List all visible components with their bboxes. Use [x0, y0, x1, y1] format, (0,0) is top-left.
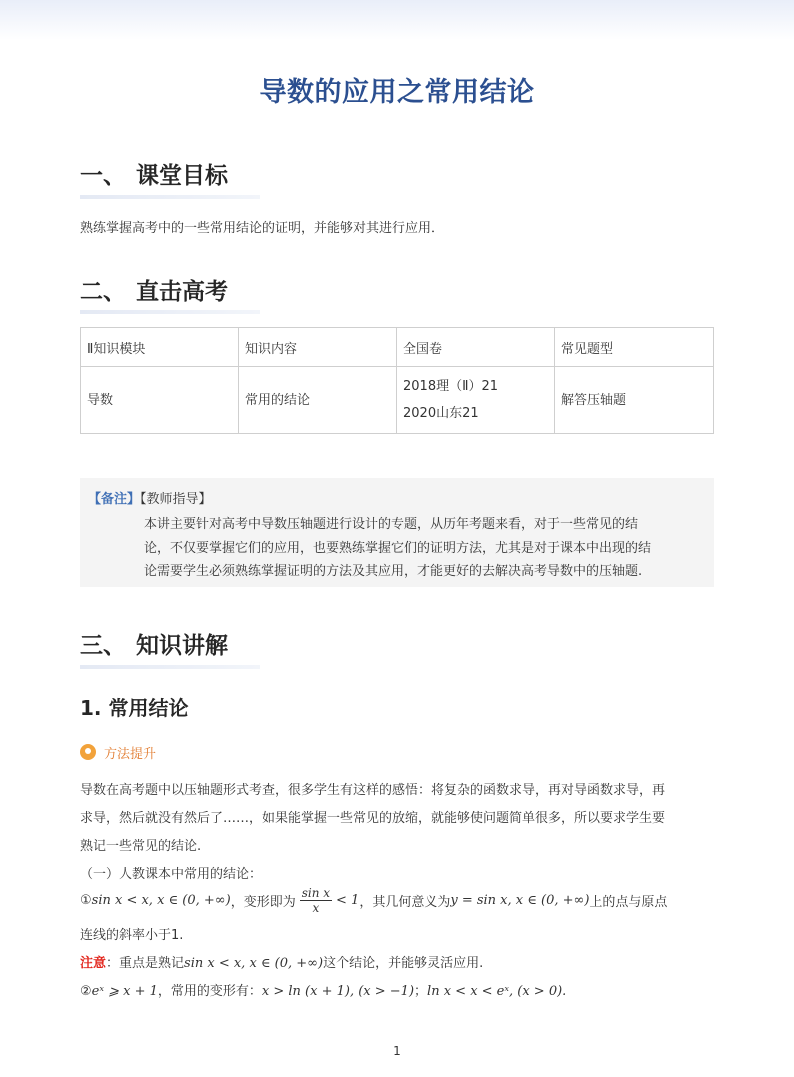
note-header [88, 488, 212, 507]
method-label [80, 742, 156, 762]
math-expression: eˣ ⩾ x + 1 [91, 984, 158, 999]
page-number: 1 [393, 1044, 401, 1058]
exam-line: 2018理（Ⅱ）21 [403, 379, 499, 394]
section-title: 课堂目标 [136, 163, 228, 189]
item-marker: ② [80, 984, 92, 999]
item-text: ； [414, 984, 428, 999]
section-title: 知识讲解 [136, 633, 228, 659]
body-paragraph: （一）人教课本中常用的结论： [80, 867, 263, 882]
header-band [0, 0, 794, 40]
note-line: 本讲主要针对高考中导数压轴题进行设计的专题，从历年考题来看，对于一些常见的结 [144, 517, 639, 532]
body-paragraph: 求导，然后就没有然后了……，如果能掌握一些常见的放缩，就能够使问题简单很多，所以要求学生要 [80, 811, 666, 826]
conclusion-item-2 [80, 980, 566, 999]
item-text: ，变形即为 [230, 894, 296, 910]
section-number: 一、 [80, 163, 126, 189]
table-header-cell: Ⅱ知识模块 [81, 328, 239, 367]
body-paragraph: 连线的斜率小于1. [80, 928, 184, 943]
fraction [300, 886, 332, 915]
note-line: 论需要学生必须熟练掌握证明的方法及其应用，才能更好的去解决高考导数中的压轴题. [144, 564, 643, 579]
section-heading-3 [80, 627, 228, 660]
table-header-cell: 全国卷 [397, 328, 555, 367]
subsection-title: 1. 常用结论 [80, 696, 189, 720]
note-label: 注意 [80, 956, 107, 971]
fraction-denominator: x [312, 900, 320, 915]
goal-text: 熟练掌握高考中的一些常用结论的证明，并能够对其进行应用． [80, 221, 445, 236]
note-paragraph [80, 952, 483, 971]
section-title: 直击高考 [136, 279, 228, 305]
math-expression: ln x < x < eˣ, (x > 0). [427, 984, 567, 999]
table-cell-module: 导数 [81, 367, 239, 434]
math-expression: sin x < x, x ∈ (0, +∞) [91, 892, 231, 908]
table-header-row [81, 328, 714, 367]
item-marker: ① [80, 892, 92, 908]
exam-table [80, 327, 714, 434]
exam-line: 2020山东21 [403, 406, 479, 421]
method-text: 方法提升 [104, 746, 157, 762]
body-paragraph: 导数在高考题中以压轴题形式考查，很多学生有这样的感悟：将复杂的函数求导，再对导函数求导，再 [80, 783, 666, 798]
table-cell-type: 解答压轴题 [555, 367, 714, 434]
item-text: ，其几何意义为 [359, 894, 451, 910]
section-number: 二、 [80, 279, 126, 305]
lightbulb-icon [80, 744, 96, 760]
note-text: ：重点是熟记 [106, 956, 185, 971]
table-cell-exam [397, 367, 555, 434]
table-header-cell: 常见题型 [555, 328, 714, 367]
conclusion-item-1 [80, 882, 667, 918]
note-tag: 【备注】 [88, 492, 141, 507]
heading-underline [80, 195, 260, 199]
item-text: 上的点与原点 [589, 894, 668, 910]
table-header-cell: 知识内容 [239, 328, 397, 367]
heading-underline [80, 665, 260, 669]
section-heading-1 [80, 157, 228, 190]
table-cell-content: 常用的结论 [239, 367, 397, 434]
math-expression: y = sin x, x ∈ (0, +∞) [450, 892, 590, 908]
table-row [81, 367, 714, 434]
fraction-numerator: sin x [301, 885, 331, 900]
body-paragraph: 熟记一些常见的结论. [80, 839, 202, 854]
note-head: 【教师指导】 [140, 492, 212, 507]
math-expression: < 1 [336, 892, 360, 908]
note-line: 论，不仅要掌握它们的应用，也要熟练掌握它们的证明方法，尤其是对于课本中出现的结 [144, 541, 652, 556]
section-heading-2 [80, 273, 228, 306]
math-expression: x > ln (x + 1), (x > −1) [261, 984, 415, 999]
teacher-note-box [80, 478, 714, 587]
math-expression: sin x < x, x ∈ (0, +∞) [184, 956, 324, 971]
item-text: ，常用的变形有： [157, 984, 262, 999]
page-title: 导数的应用之常用结论 [259, 77, 535, 108]
section-number: 三、 [80, 633, 126, 659]
heading-underline [80, 310, 260, 314]
note-text: 这个结论，并能够灵活应用. [323, 956, 484, 971]
